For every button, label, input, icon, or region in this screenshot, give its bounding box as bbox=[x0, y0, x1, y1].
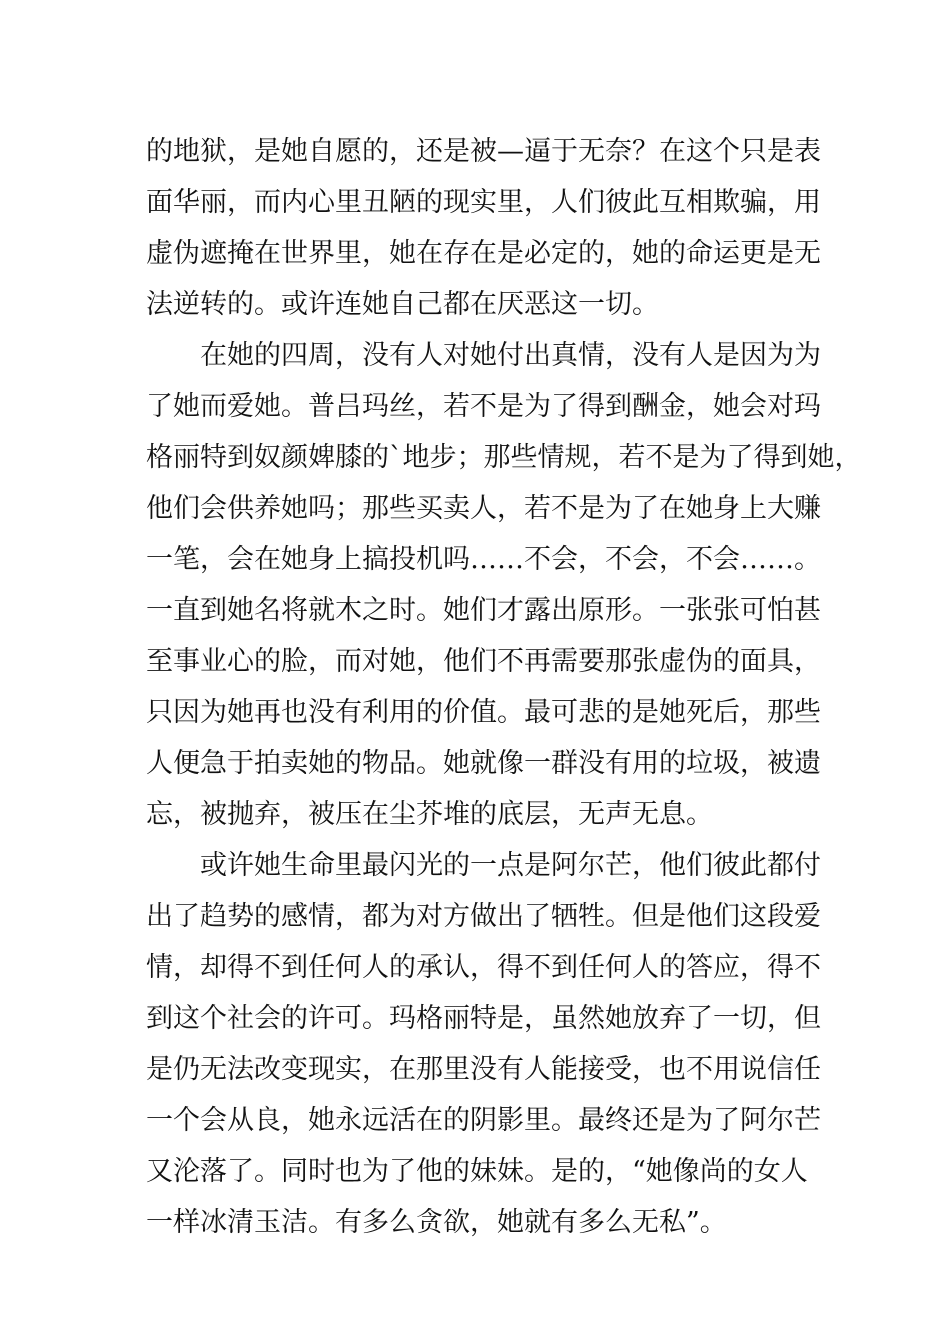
text-line: 法逆转的。或许连她自己都在厌恶这一切。 bbox=[146, 289, 659, 320]
text-line: 一样冰清玉洁。有多么贪欲，她就有多么无私”。 bbox=[146, 1207, 727, 1238]
text-line: 情，却得不到任何人的承认，得不到任何人的答应，得不 bbox=[146, 952, 821, 983]
text-line: 虚伪遮掩在世界里，她在存在是必定的，她的命运更是无 bbox=[146, 238, 821, 269]
text-line: 了她而爱她。普吕玛丝，若不是为了得到酬金，她会对玛 bbox=[146, 391, 821, 422]
text-line: 又沦落了。同时也为了他的妹妹。是的，“她像尚的女人 bbox=[146, 1156, 808, 1187]
body-text bbox=[146, 126, 862, 1248]
text-line: 一笔，会在她身上搞投机吗……不会，不会，不会……。 bbox=[146, 544, 821, 575]
text-line: 或许她生命里最闪光的一点是阿尔芒，他们彼此都付 bbox=[146, 850, 821, 881]
text-line: 在她的四周，没有人对她付出真情，没有人是因为为 bbox=[146, 340, 821, 371]
text-line: 忘，被抛弃，被压在尘芥堆的底层，无声无息。 bbox=[146, 799, 713, 830]
text-line: 一直到她名将就木之时。她们才露出原形。一张张可怕甚 bbox=[146, 595, 821, 626]
text-line: 面华丽，而内心里丑陋的现实里，人们彼此互相欺骗，用 bbox=[146, 187, 821, 218]
text-line: 是仍无法改变现实，在那里没有人能接受，也不用说信任 bbox=[146, 1054, 821, 1085]
text-line: 至事业心的脸，而对她，他们不再需要那张虚伪的面具， bbox=[146, 646, 821, 677]
text-line: 到这个社会的许可。玛格丽特是，虽然她放弃了一切，但 bbox=[146, 1003, 821, 1034]
text-line: 格丽特到奴颜婢膝的`地步；那些情规，若不是为了得到她， bbox=[146, 442, 862, 473]
text-line: 他们会供养她吗；那些买卖人，若不是为了在她身上大赚 bbox=[146, 493, 821, 524]
text-line: 人便急于拍卖她的物品。她就像一群没有用的垃圾，被遗 bbox=[146, 748, 821, 779]
text-line: 只因为她再也没有利用的价值。最可悲的是她死后，那些 bbox=[146, 697, 821, 728]
text-line: 的地狱，是她自愿的，还是被—逼于无奈？在这个只是表 bbox=[146, 136, 821, 167]
text-line: 出了趋势的感情，都为对方做出了牺牲。但是他们这段爱 bbox=[146, 901, 821, 932]
text-line: 一个会从良，她永远活在的阴影里。最终还是为了阿尔芒 bbox=[146, 1105, 821, 1136]
